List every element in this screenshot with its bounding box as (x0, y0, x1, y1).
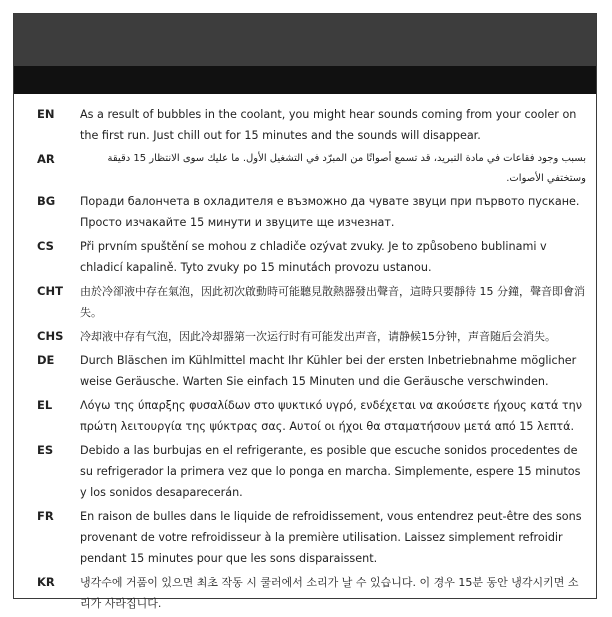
notice-panel (13, 13, 597, 610)
lang-code: ES (37, 443, 54, 457)
entry-ar (14, 149, 596, 188)
entry-cht (14, 281, 596, 323)
lang-code: CS (37, 239, 54, 253)
lang-code: EL (37, 398, 53, 412)
lang-code: CHS (37, 329, 64, 343)
entry-cs (14, 236, 596, 278)
entry-en (14, 104, 596, 146)
lang-code: FR (37, 509, 54, 523)
entry-kr (14, 572, 596, 614)
lang-code: CHT (37, 284, 63, 298)
notice-text: Λόγω της ύπαρξης φυσαλίδων στο ψυκτικό υγρό, ενδέχεται να ακούσετε ήχους κατά την πρώτη λειτουργία της ψύκτρας σας. Αυτοί οι ήχοι θα σταματήσουν μετά από 15 λεπτά. (80, 399, 583, 433)
notice-text: Durch Bläschen im Kühlmittel macht Ihr Kühler bei der ersten Inbetriebnahme möglicher weise Geräusche. Warten Sie einfach 15 Minuten und die Geräusche verschwinden. (80, 354, 577, 388)
notice-text: 冷却液中存有气泡，因此冷却器第一次运行时有可能发出声音，请静候15分钟，声音随后会消失。 (80, 330, 556, 343)
notice-text: As a result of bubbles in the coolant, you might hear sounds coming from your cooler on the first run. Just chill out for 15 minutes and the sounds will disappear. (80, 108, 577, 142)
lang-code: EN (37, 107, 55, 121)
notice-text: Při prvním spuštění se mohou z chladiče ozývat zvuky. Je to způsobeno bublinami v chladicí kapalině. Tyto zvuky po 15 minutách provozu ustanou. (80, 240, 547, 274)
notice-text: بسبب وجود فقاعات في مادة التبريد، قد تسمع أصواتًا من المبرّد في التشغيل الأول. ما عليك سوى الانتظار 15 دقيقة وستختفي الأصوات. (107, 153, 586, 184)
entry-chs (14, 326, 596, 347)
notice-text: Поради балончета в охладителя е възможно да чувате звуци при първото пускане. Просто изчакайте 15 минути и звуците ще изчезнат. (80, 195, 580, 229)
entry-de (14, 350, 596, 392)
lang-code: KR (37, 575, 55, 589)
entry-el (14, 395, 596, 437)
entry-es (14, 440, 596, 503)
header-bar (14, 66, 596, 94)
lang-code: AR (37, 152, 55, 166)
notice-text: En raison de bulles dans le liquide de refroidissement, vous entendrez peut-être des sons provenant de votre refroidisseur à la première utilisation. Laissez simplement refroidir pendant 15 minutes pour que les sons disparaissent. (80, 510, 582, 565)
notice-text: 냉각수에 거품이 있으면 최초 작동 시 쿨러에서 소리가 날 수 있습니다. 이 경우 15분 동안 냉각시키면 소리가 사라집니다. (80, 576, 579, 610)
lang-code: BG (37, 194, 56, 208)
entry-fr (14, 506, 596, 569)
notice-text: Debido a las burbujas en el refrigerante, es posible que escuche sonidos procedentes de su refrigerador la primera vez que lo ponga en marcha. Simplemente, espere 15 minutos y los sonidos desaparecerán. (80, 444, 581, 499)
entry-bg (14, 191, 596, 233)
lang-code: DE (37, 353, 55, 367)
notice-text: 由於冷卻液中存在氣泡，因此初次啟動時可能聽見散熱器發出聲音，這時只要靜待 15 分鐘，聲音即會消失。 (80, 285, 585, 319)
header-band (14, 14, 596, 66)
language-list (14, 104, 596, 617)
